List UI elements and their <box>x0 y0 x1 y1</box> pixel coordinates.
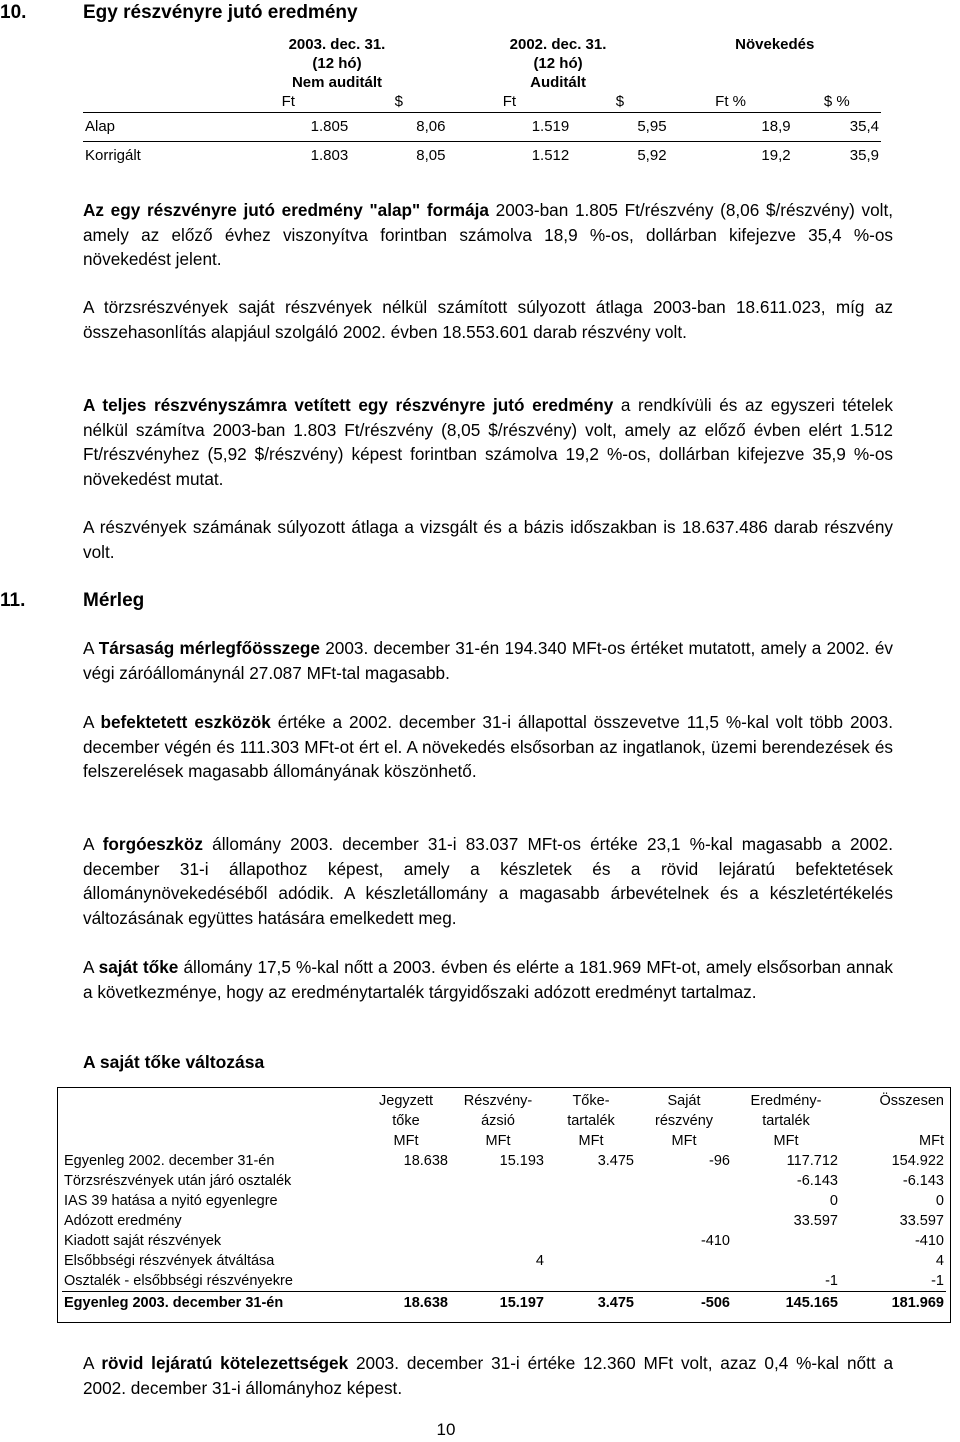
eps-row-basic: Alap 1.805 8,06 1.519 5,95 18,9 35,4 <box>83 113 881 142</box>
paragraph-diluted-eps: A teljes részvényszámra vetített egy részvényre jutó eredmény a rendkívüli és az egyszeri tételek nélkül számítva 2003-ban 1.803 Ft/részvény (8,05 $/részvény) volt, amely az előző évben elért 1.512 Ft/részvényhez (5,92 $/részvény) képest forintban számolva 19,2 %-os, dollárban kifejezve 35,9 %-os növekedést mutat. <box>83 395 893 489</box>
equity-row: Adózott eredmény 33.597 33.597 <box>64 1213 944 1229</box>
equity-change-title: A saját tőke változása <box>83 1052 265 1072</box>
equity-table <box>62 1091 946 1314</box>
paragraph-current-assets: A forgóeszköz állomány 2003. december 31-i 83.037 MFt-os értéke 23,1 %-kal magasabb a 2002. december 31-i állapothoz képest, amely a készletek és a rövid lejáratú befektetések állománynövekedéséből adódik. A készletállomány a magasabb árbevételnek és a készletértékelés változásának együttes hatására emelkedett meg. <box>83 834 893 928</box>
eps-header-2002: 2002. dec. 31. (12 hó) Auditált <box>509 36 607 91</box>
section-10-title: Egy részvényre jutó eredmény <box>83 2 358 23</box>
section-10-number: 10. <box>0 2 27 23</box>
paragraph-total-assets: A Társaság mérlegfőösszege 2003. december 31-én 194.340 MFt-os értéket mutatott, amely a 2002. év végi záróállománynál 27.087 MFt-tal magasabb. <box>83 638 893 683</box>
paragraph-share-count: A részvények számának súlyozott átlaga a vizsgált és a bázis időszakban is 18.637.486 darab részvény volt. <box>83 517 893 562</box>
equity-row: Törzsrészvények után járó osztalék -6.143 -6.143 <box>64 1173 944 1189</box>
page-number: 10 <box>436 1420 456 1439</box>
paragraph-weighted-average: A törzsrészvények saját részvények nélkül számított súlyozott átlaga 2003-ban 18.611.023, míg az összehasonlítás alapjául szolgáló 2002. évben 18.553.601 darab részvény volt. <box>83 297 893 342</box>
equity-row: Elsőbbségi részvények átváltása 4 4 <box>64 1253 944 1269</box>
equity-total-row: Egyenleg 2003. december 31-én 18.638 15.197 3.475 -506 145.165 181.969 <box>62 1292 946 1315</box>
paragraph-equity: A saját tőke állomány 17,5 %-kal nőtt a 2003. évben és elérte a 181.969 MFt-ot, amely elsősorban annak a következménye, hogy az eredménytartalék tárgyidőszaki adózott eredményt tartalmaz. <box>83 957 893 1002</box>
section-11-title: Mérleg <box>83 590 145 611</box>
paragraph-short-term-liabilities: A rövid lejáratú kötelezettségek 2003. december 31-i értéke 12.360 MFt volt, azaz 0,4 %-kal nőtt a 2002. december 31-i állományhoz képest. <box>83 1353 894 1398</box>
section-11-number: 11. <box>0 590 26 611</box>
paragraph-basic-eps: Az egy részvényre jutó eredmény "alap" formája 2003-ban 1.805 Ft/részvény (8,06 $/részvény) volt, amely az előző évhez viszonyítva forintban számolva 18,9 %-os, dollárban kifejezve 35,4 %-os növekedést jelent. <box>83 200 894 269</box>
eps-row-diluted: Korrigált 1.803 8,05 1.512 5,92 19,2 35,9 <box>85 147 879 164</box>
paragraph-fixed-assets: A befektetett eszközök értéke a 2002. december 31-i állapottal összevetve 11,5 %-kal volt több 2003. december végén és 111.303 MFt-ot ért el. A növekedés elsősorban az ingatlanok, üzemi berendezések és felszerelések magasabb állományának köszönhető. <box>83 712 893 781</box>
equity-row: IAS 39 hatása a nyitó egyenlegre 0 0 <box>64 1193 944 1209</box>
eps-unit-row: Ft $ Ft $ Ft % $ % <box>83 92 881 113</box>
equity-row: Kiadott saját részvények -410 -410 <box>64 1233 944 1249</box>
equity-row: Osztalék - elsőbbségi részvényekre -1 -1 <box>64 1273 944 1289</box>
eps-header-2003: 2003. dec. 31. (12 hó) Nem auditált <box>288 36 386 91</box>
equity-row: Egyenleg 2002. december 31-én 18.638 15.193 3.475 -96 117.712 154.922 <box>64 1153 944 1169</box>
equity-header-row: Jegyzett tőke MFt Részvény- ázsió MFt Tőke- tartalék MFt Saját részvény MFt Eredmény- tartalék MFt Összesen MFt <box>379 1093 944 1149</box>
equity-table-frame <box>57 1087 951 1323</box>
eps-header-growth: Növekedés <box>735 36 815 53</box>
eps-table <box>83 35 881 170</box>
